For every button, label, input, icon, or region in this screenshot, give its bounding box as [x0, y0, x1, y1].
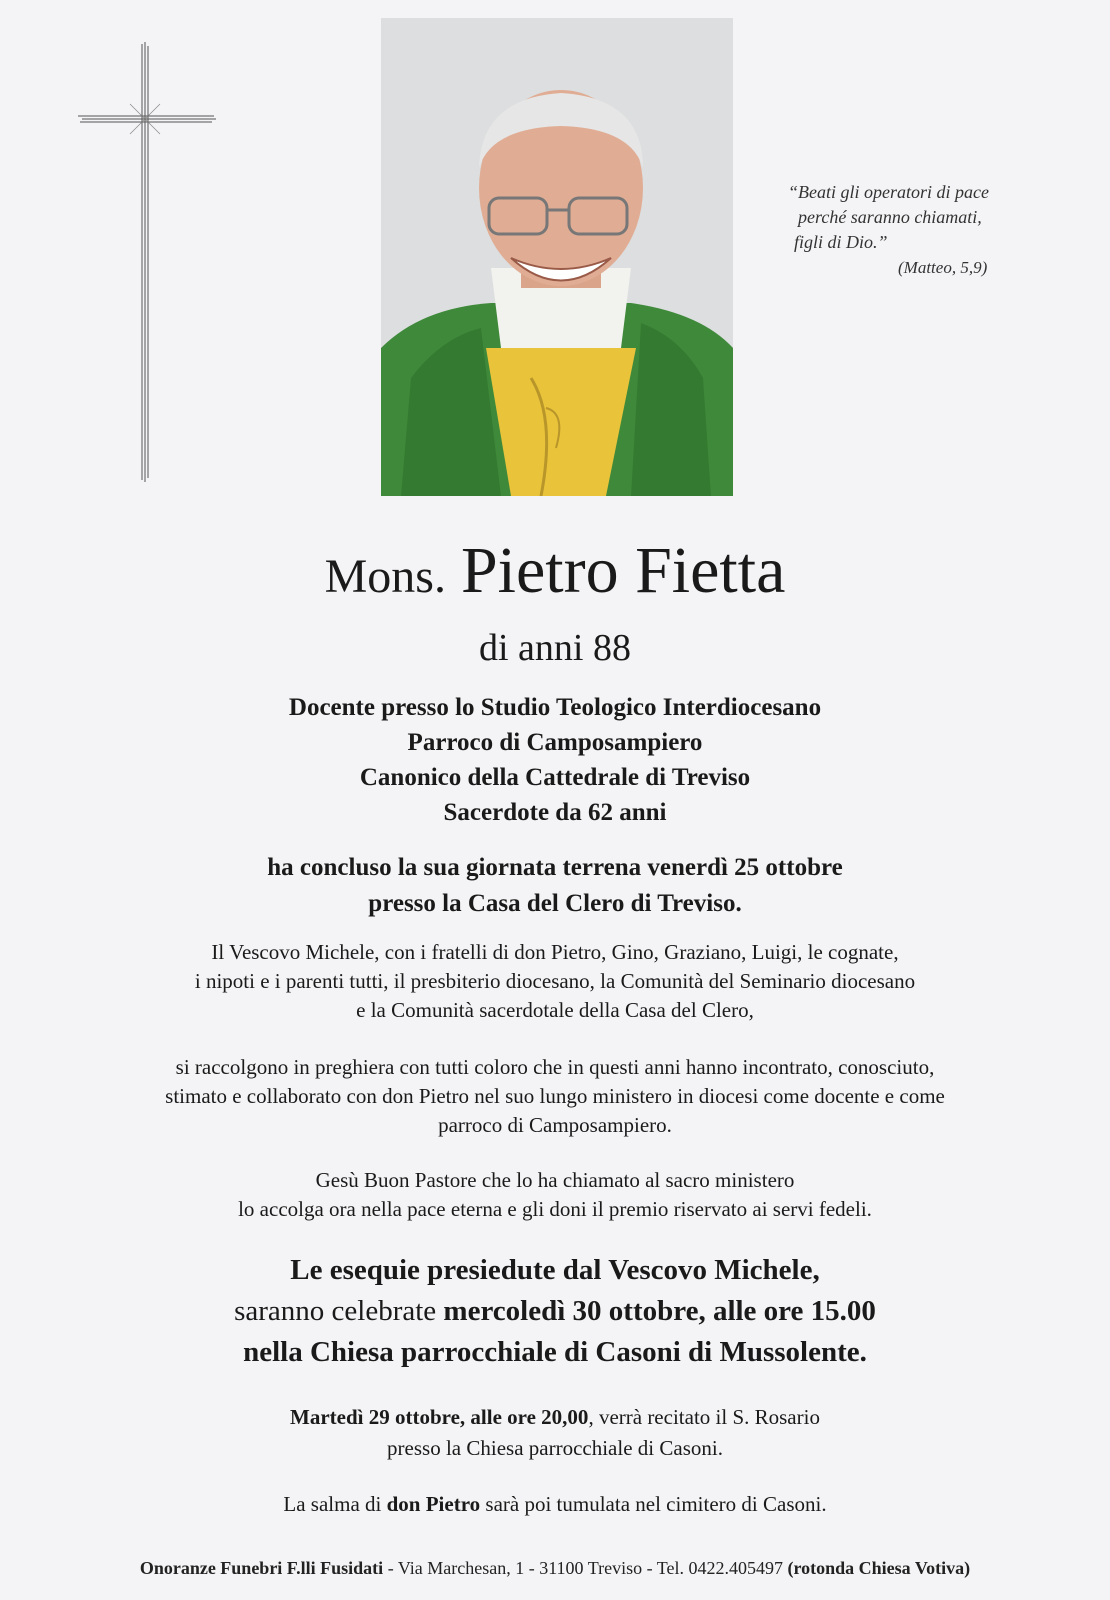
burial-suffix: sarà poi tumulata nel cimitero di Casoni.	[480, 1492, 827, 1516]
quote-line: figli di Dio.”	[794, 232, 888, 252]
funeral-line: Le esequie presiedute dal Vescovo Michele,	[290, 1254, 820, 1286]
role-line: Sacerdote da 62 anni	[443, 799, 667, 826]
burial-name: don Pietro	[386, 1492, 481, 1516]
passing-line: presso la Casa del Clero di Treviso.	[368, 890, 742, 917]
rosary-date-time: Martedì 29 ottobre, alle ore 20,00	[290, 1405, 589, 1429]
text-line: lo accolga ora nella pace eterna e gli doni il premio riservato ai servi fedeli.	[238, 1197, 872, 1221]
funeral-date-time: mercoledì 30 ottobre, alle ore 15.00	[443, 1295, 876, 1327]
text-line: parroco di Camposampiero.	[438, 1113, 672, 1137]
roles-list	[0, 690, 1110, 830]
text-line: si raccolgono in preghiera con tutti coloro che in questi anni hanno incontrato, conosciuto,	[175, 1055, 935, 1079]
portrait-photo	[381, 18, 733, 496]
text-line: e la Comunità sacerdotale della Casa del Clero,	[356, 998, 754, 1022]
role-line: Docente presso lo Studio Teologico Interdiocesano	[288, 694, 822, 721]
funeral-details	[0, 1250, 1110, 1373]
text-line: i nipoti e i parenti tutti, il presbiterio diocesano, la Comunità del Seminario diocesano	[194, 969, 916, 993]
text-line: Gesù Buon Pastore che lo ha chiamato al sacro ministero	[315, 1168, 795, 1192]
cross-icon	[78, 42, 218, 492]
announcement-paragraph	[0, 938, 1110, 1025]
passing-notice	[0, 850, 1110, 922]
quote-reference: (Matteo, 5,9)	[898, 258, 988, 277]
deceased-name	[0, 536, 1110, 612]
funeral-location: nella Chiesa parrocchiale di Casoni di Mussolente.	[243, 1336, 867, 1368]
role-line: Parroco di Camposampiero	[407, 729, 703, 756]
text-line: Il Vescovo Michele, con i fratelli di don Pietro, Gino, Graziano, Luigi, le cognate,	[211, 940, 899, 964]
text-line: stimato e collaborato con don Pietro nel suo lungo ministero in diocesi come docente e come	[165, 1084, 945, 1108]
funeral-home-name: Onoranze Funebri F.lli Fusidati	[139, 1558, 384, 1578]
blessing-paragraph	[0, 1166, 1110, 1224]
bible-quote	[770, 180, 1060, 280]
funeral-home-footer	[0, 1556, 1110, 1580]
quote-line: “Beati gli operatori di pace	[788, 182, 989, 202]
burial-prefix: La salma di	[283, 1492, 387, 1516]
rosary-location: presso la Chiesa parrocchiale di Casoni.	[387, 1436, 723, 1460]
burial-details	[0, 1489, 1110, 1520]
prayer-paragraph	[0, 1053, 1110, 1140]
funeral-home-address: - Via Marchesan, 1 - 31100 Treviso - Tel. 0422.405497	[383, 1558, 788, 1578]
quote-line: perché saranno chiamati,	[798, 207, 982, 227]
full-name: Pietro Fietta	[460, 534, 786, 607]
age: di anni 88	[479, 627, 631, 669]
funeral-home-landmark: (rotonda Chiesa Votiva)	[787, 1558, 971, 1578]
honorific-title: Mons.	[324, 550, 446, 603]
funeral-line-prefix: saranno celebrate	[234, 1295, 444, 1327]
rosary-text: , verrà recitato il S. Rosario	[588, 1405, 820, 1429]
passing-line: ha concluso la sua giornata terrena venerdì 25 ottobre	[267, 854, 843, 881]
role-line: Canonico della Cattedrale di Treviso	[359, 764, 751, 791]
rosary-details	[0, 1402, 1110, 1464]
